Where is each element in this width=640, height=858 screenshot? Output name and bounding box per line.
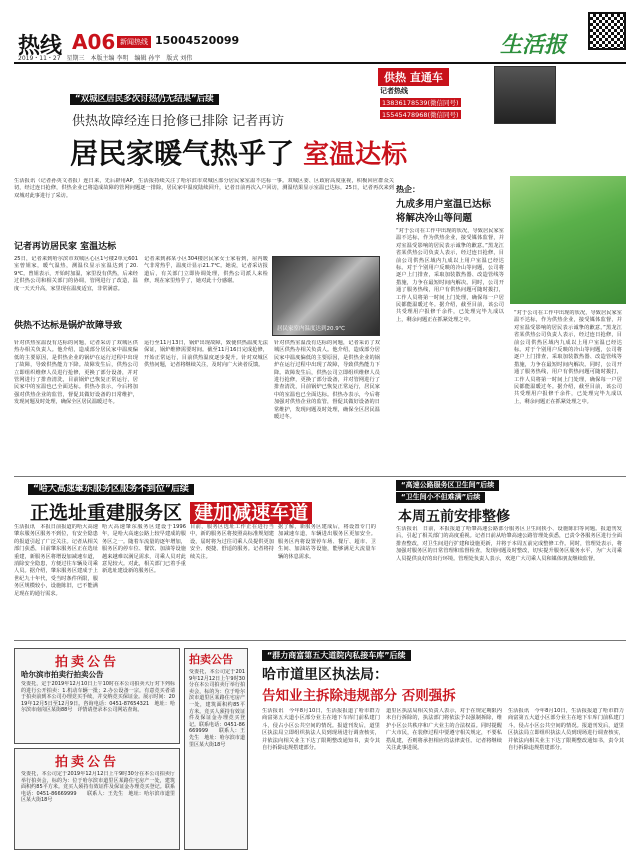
story1-sub2: 供热不达标是锅炉故障导致 xyxy=(14,321,123,331)
story1-headline xyxy=(70,132,407,172)
section-title: 热线 xyxy=(18,33,63,59)
reporter-phone-1: 13836178539(微信同号) xyxy=(382,99,459,107)
sidebar-col xyxy=(390,176,626,474)
story4-headline-2: 告知业主拆除违规部分 否则强拆 xyxy=(262,688,456,704)
story1-lead: 生活报讯（记者孙英文者报）连日来，先后辟用AP，生活报持续关注了哈尔滨市双城区部分居民家室温不达标一事。双城区委、区政府高度重视，积极回应群众关切，经过连日抢修，供热企业已将造成故障的管网问题逐一排除，居民家中温度陆续回升，记者日前再次入户回访，测温结果显示室温已达标。25日，记者再次来到双城对此事进行了采访。 xyxy=(14,178,394,199)
sidebar-col-body: “对于公司在工作中出现的状况，导致居民家室温不达标，作为供热企业，接受媒体监督，并对室温受影响的居民表示诚挚的歉意。”黑龙江省某供热公司负责人表示，经过连日抢修，目前公司供热区域内九成以上用户室温已经达标。对于个别用户反映的冷山等问题，公司将逐户上门排查，采取加装散热器、改造管线等措施，力争在最短时间内解决。同时，公司开通了服务热线，用户有供热问题可随时拨打，工作人员将第一时间上门处理，确保每一户居民都能温暖过冬。据介绍，截至目前，该公司共受理用户报修千余件，已处理完毕九成以上，剩余问题正在抓紧处理之中。 xyxy=(396,228,504,323)
ad1-title: 拍卖公告 xyxy=(55,655,120,670)
reporter-phone-2: 15545478968(微信同号) xyxy=(382,111,459,119)
ad2-body: 受委托，本公司定于2019年12月12日上午9时30分在本公司拍卖厅举行拍卖会，标的为：位于哈尔滨市道里区某路住宅房产一处，建筑面积约85平方米。竞买人须持有效证件及保证金办理竞买登记。联系电话：0451-86669999 联系人：王先生 地址：哈尔滨市道里区某大街18号 xyxy=(21,771,175,804)
divider-2 xyxy=(14,640,626,641)
ad-column-2-title: 拍卖公告 xyxy=(189,653,233,666)
story1-sub1: 记者再访居民家 室温达标 xyxy=(14,242,117,252)
story4-headline-1: 哈市道里区执法局： xyxy=(262,667,388,683)
story2-body-c: 目前，服务区选址工作正在进行当中，新的服务区将按照高标准规划建设，届时将为过往司乘人员提供更加安全、便捷、舒适的服务。记者将持续关注。 xyxy=(190,524,274,560)
hotline-number: 15004520099 xyxy=(155,34,240,47)
reporter-photo xyxy=(494,66,556,124)
story2-headline-black: 正选址重建服务区 xyxy=(30,502,183,524)
qr-code xyxy=(588,12,626,50)
ad1-body: 受委托，定于2019年12月10日上午10时在本公司拍卖大厅对下列标的进行公开拍卖：1.机动车辆一批；2.办公设备一宗。有意竞买者请于拍卖前到本公司办理竞买手续，并交纳竞买保证金。展示时间：2019年12月5日至12月9日。咨询电话：0451-87654321 地址：哈尔滨市南岗区某街88号 详情请登录本公司网站查询。 xyxy=(21,681,175,714)
header-rule xyxy=(14,62,626,64)
ad1-subtitle: 哈尔滨市拍卖行拍卖公告 xyxy=(21,670,104,679)
story4-body-b: 道里区执法局相关负责人表示，对于在规定期限内未自行拆除的，执法部门将依法予以强制拆除，维护小区公共秩序和广大业主的合法权益。同时提醒广大市民，在装修过程中要遵守相关规定，不要私搭乱建，否则将承担相应的法律责任。记者将继续关注此事进展。 xyxy=(386,708,502,752)
story2-body-b: 哈大高速肇东服务区建设于1996年，是哈大高速公路上较早建成的服务区之一。随着车流量的逐年增加，服务区的停车位、餐饮、加油等设施越来越难以满足需求，司乘人员对此意见较大。对此，相关部门已着手重新选址建设新的服务区。 xyxy=(102,524,186,575)
story2-headline xyxy=(30,498,312,525)
story2-headline-red: 建加减速车道 xyxy=(190,502,312,524)
sidebar-box xyxy=(374,66,494,124)
story2-kicker: “哈大高速肇东服务区服务不到位”后续 xyxy=(28,484,194,495)
divider-1 xyxy=(14,476,626,477)
ad-column-2-body: 受委托，本公司定于2019年12月12日上午9时30分在本公司拍卖厅举行拍卖会，标的为：位于哈尔滨市道里区某路住宅房产一处，建筑面积约85平方米。竞买人须持有效证件及保证金办理竞买登记。联系电话：0451-86669999 联系人：王先生 地址：哈尔滨市道里区某大街18号 xyxy=(189,669,245,748)
page-header xyxy=(14,6,626,62)
dateline: 2019・11・27 星期三 本版主编 李明 编辑 孙宇 版式 刘伟 xyxy=(18,55,193,62)
story1-sub2-body2: 运行至11月13日，锅炉出现故障，致使供热温度无法保证，锅炉维修需要时间。截至11月16日完成抢修，开始正常运行，目前供热温度逐步提升。针对双城区供热问题，记者将继续关注，及时向广大读者反馈。 xyxy=(144,340,268,369)
reporter-label: 记者热线 xyxy=(380,87,408,95)
story1-photo xyxy=(272,256,380,336)
story1-sub1-body-a: 25日，记者来到哈尔滨市双城区心区1号楼2单元601室曾姐家，暖气温热，测温仪显示室温达到了20.9℃。曾姐表示，开始时加温，家里没有供热，后来经过供热公司和相关部门的协调，管网进行了改造，温度一天天升高，家里现在温度适宜，非常满意。 xyxy=(14,256,138,292)
ad-column-2 xyxy=(184,648,248,850)
ad2-title: 拍卖公告 xyxy=(55,755,120,770)
story1-photo-caption: 居民家室内温度达到20.9℃ xyxy=(277,326,345,332)
story1-sub2-body: 针对供热室温没有达标的问题，记者采访了双城区供热办相关负责人。他介绍，造成部分居民家中温度偏低的主要原因，是供热企业的锅炉在运行过程中出现了故障，导致供热能力下降。故障发生后，供热公司立即组织维修人员进行抢修，更换了部分设备，并对管网进行了排查清洗，目前锅炉已恢复正常运行，居民家中的室温也已全面达标。供热办表示，今后将加强对供热企业的监管，督促其做好设备的日常维护，发现问题及时处理，确保全区居民温暖过冬。 xyxy=(14,340,138,406)
story1-sub1-body-b: 记者来到郝某小区304楼居民家女士家看到，屋内暖气非常热乎，温度计显示21.7℃。她说，记者采访报道后，有关部门立即协调处理，供热公司派人来检修，现在家里热乎了，她对此十分感谢。 xyxy=(144,256,268,285)
story1-kicker: “双城区居民多次讨热仍无结果”后续 xyxy=(70,94,219,105)
story3-kicker-a: “高速公路服务区卫生间”后续 xyxy=(396,480,499,491)
story1-subhead: 供热故障经连日抢修已排除 记者再访 xyxy=(72,114,285,129)
story3-body: 生活报讯 日前，本报报道了哈肇高速公路部分服务区卫生间狭小、设施陈旧等问题。报道刊发后，引起了相关部门的高度重视。记者日前从哈肇高速公路管理处获悉，已责令各服务区进行全面排查整改，对卫生间进行扩建和设施更新，并将于本周五前完成整修工作。同时，管理处表示，将加强对服务区的日常管理和监督检查，发现问题及时整改，切实提升服务区服务水平，为广大司乘人员提供良好的出行环境。管理处负责人表示，欢迎广大司乘人员和媒体朋友继续监督。 xyxy=(396,526,622,562)
newspaper-logo: 生活报 xyxy=(500,32,567,58)
story2-body-d: 据了解，新服务区建成后，将设置专门的加减速车道，车辆进出服务区更加安全。服务区内将设置停车场、餐厅、超市、卫生间、加油站等设施，能够满足大流量车辆的休息需求。 xyxy=(278,524,376,560)
sidebar-col-label: 热企： xyxy=(396,185,420,194)
sidebar-graphic xyxy=(510,176,626,304)
sidebar-col-body-2: “对于公司在工作中出现的状况，导致居民家室温不达标，作为供热企业，接受媒体监督，并对室温受影响的居民表示诚挚的歉意。”黑龙江省某供热公司负责人表示，经过连日抢修，目前公司供热区域内九成以上用户室温已经达标。对于个别用户反映的冷山等问题，公司将逐户上门排查，采取加装散热器、改造管线等措施，力争在最短时间内解决。同时，公司开通了服务热线，用户有供热问题可随时拨打，工作人员将第一时间上门处理，确保每一户居民都能温暖过冬。据介绍，截至目前，该公司共受理用户报修千余件，已处理完毕九成以上，剩余问题正在抓紧处理之中。 xyxy=(514,310,622,405)
sidebar-col-title-1: 九成多用户室温已达标 xyxy=(396,199,492,210)
story3-headline: 本周五前安排整修 xyxy=(398,509,510,525)
ad-block-2 xyxy=(14,748,180,850)
story4-body-c: 生活报讯 今年8月10日，生活报报道了哈市群力商富第五大道小区部分业主在地下车库门前私建门斗，侵占小区公共空间的情况。报道刊发后，道里区执法局立即组织执法人员到现场进行调查核实，并依法向相关业主下达了限期整改通知书，责令其自行拆除违规搭建部分。 xyxy=(508,708,624,752)
page-number: A06 xyxy=(72,30,116,54)
story1-sub2-body3: 针对供热室温没有达标的问题，记者采访了双城区供热办相关负责人。他介绍，造成部分居民家中温度偏低的主要原因，是供热企业的锅炉在运行过程中出现了故障，导致供热能力下降。故障发生后，供热公司立即组织维修人员进行抢修，更换了部分设备，并对管网进行了排查清洗，目前锅炉已恢复正常运行，居民家中的室温也已全面达标。供热办表示，今后将加强对供热企业的监管，督促其做好设备的日常维护，发现问题及时处理，确保全区居民温暖过冬。 xyxy=(274,340,380,421)
story4-body-a: 生活报讯 今年8月10日，生活报报道了哈市群力商富第五大道小区部分业主在地下车库门前私建门斗，侵占小区公共空间的情况。报道刊发后，道里区执法局立即组织执法人员到现场进行调查核实，并依法向相关业主下达了限期整改通知书，责令其自行拆除违规搭建部分。 xyxy=(262,708,380,752)
story3-kicker-b: “卫生间小不但难满”后续 xyxy=(396,492,485,503)
ad-block-1 xyxy=(14,648,180,744)
story2-body-a: 生活报讯 本报日前报道的哈大高速肇东服务区服务不到位，有安全隐患的报道引起了广泛关注。记者从相关部门获悉，目前肇东服务区正在选址重建，新服务区将增设加减速车道，消除安全隐患，方便过往车辆及司乘人员。据介绍，肇东服务区建成于上世纪九十年代，受当时条件所限，服务区规模较小，设施陈旧，已不能满足现在的通行需求。 xyxy=(14,524,98,597)
story1-headline-black: 居民家暖气热乎了 xyxy=(70,137,295,170)
hotline-badge: 新闻热线 xyxy=(117,36,151,48)
sidebar-col-title-2: 将解决冷山等问题 xyxy=(396,213,473,224)
story4-kicker: “群力商富第五大道院内私接车库”后续 xyxy=(262,650,411,661)
sidebar-box-title: 供热 直通车 xyxy=(378,68,449,86)
story1-headline-red: 室温达标 xyxy=(303,140,408,170)
